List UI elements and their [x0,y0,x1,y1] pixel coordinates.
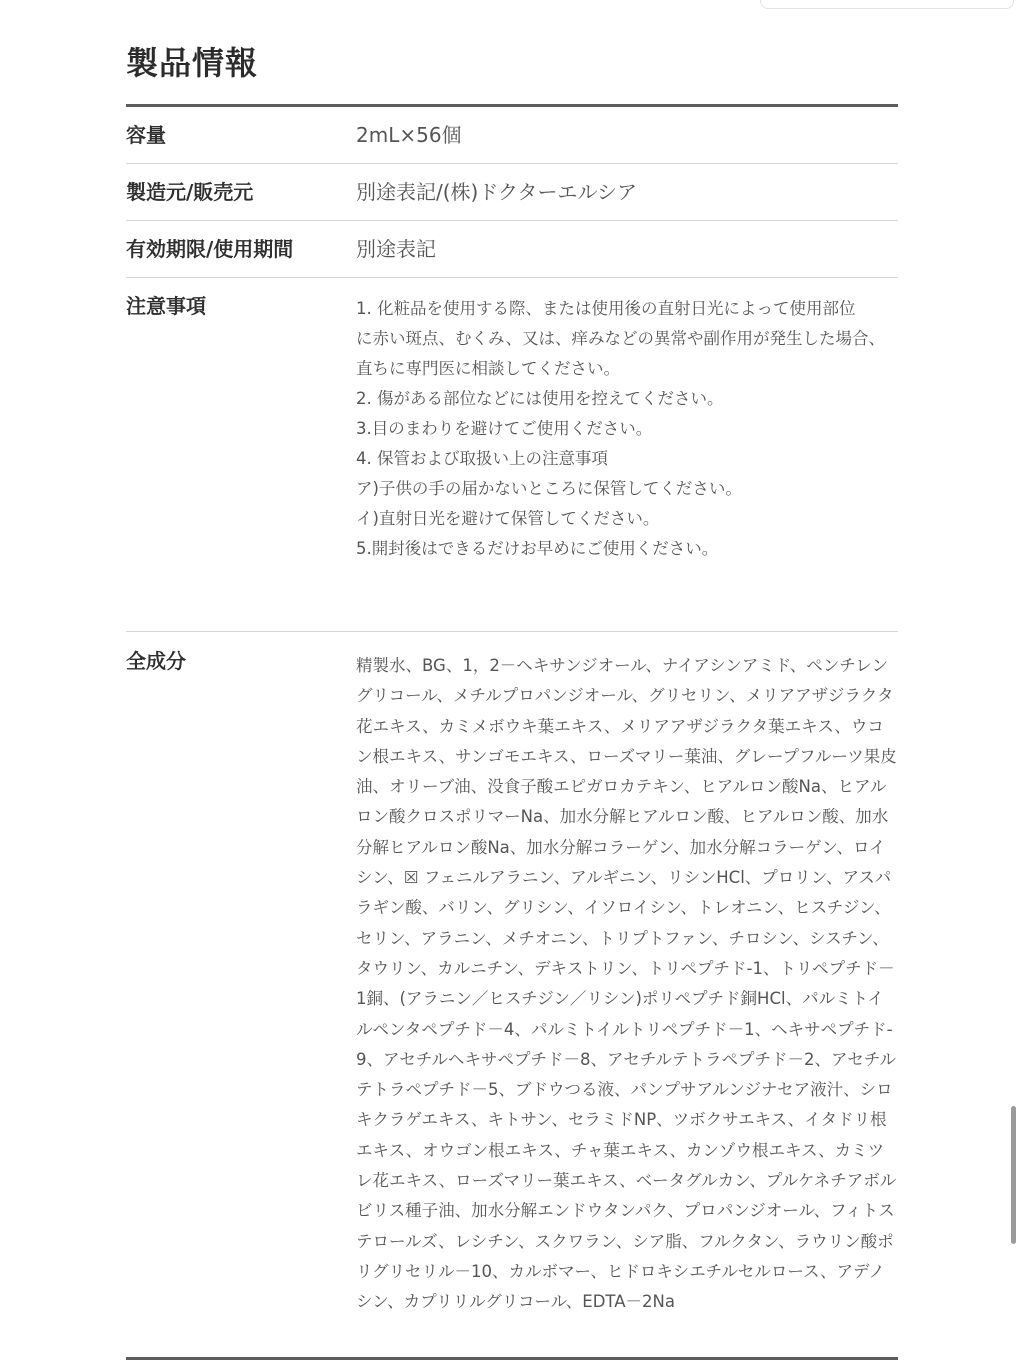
ingredients-text: 精製水、BG、1，2－ヘキサンジオール、ナイアシンアミド、ペンチレングリコール、メチルプロパンジオール、グリセリン、メリアアザジラクタ花エキス、カミメボウキ葉エキス、メリアアザジラクタ葉エキス、ウコン根エキス、サンゴモエキス、ローズマリー葉油、グレープフルーツ果皮油、オリーブ油、没食子酸エピガロカテキン、ヒアルロン酸Na、ヒアルロン酸クロスポリマーNa、加水分解ヒアルロン酸、ヒアルロン酸、加水分解ヒアルロン酸Na、加水分解コラーゲン、加水分解コラーゲン、ロイシン、☒ フェニルアラニン、アルギニン、リシンHCl、プロリン、アスパラギン酸、バリン、グリシン、イソロイシン、トレオニン、ヒスチジン、セリン、アラニン、メチオニン、トリプトファン、チロシン、シスチン、タウリン、カルニチン、デキストリン、トリペプチド-1、トリペプチド－1銅、(アラニン／ヒスチジン／リシン)ポリペプチド銅HCl、パルミトイルペンタペプチド－4、パルミトイルトリペプチド－1、ヘキサペプチド-9、アセチルヘキサペプチド－8、アセチルテトラペプチド－2、アセチルテトラペプチド－5、ブドウつる液、パンプサアルンジナセア液汁、シロキクラゲエキス、キトサン、セラミドNP、ツボクサエキス、イタドリ根エキス、オウゴン根エキス、チャ葉エキス、カンゾウ根エキス、カミツレ花エキス、ローズマリー葉エキス、ベータグルカン、プルケネチアボルビリス種子油、加水分解エンドウタンパク、プロパンジオール、フィトステロールズ、レシチン、スクワラン、シア脂、フルクタン、ラウリン酸ポリグリセリル－10、カルボマー、ヒドロキシエチルセルロース、アデノシン、カプリリルグリコール、EDTA－2Na [356,656,897,1312]
expiry-row [126,221,898,278]
notes-line: に赤い斑点、むくみ、又は、痒みなどの異常や副作用が発生した場合、 [356,329,885,348]
notes-line: ア)子供の手の届かないところに保管してください。 [356,479,742,498]
notes-line: 5.開封後はできるだけお早めにご使用ください。 [356,539,719,558]
ingredients-label: 全成分 [126,649,186,673]
capacity-value: 2mL×56個 [356,122,462,147]
notes-text [356,292,898,631]
notes-line: 直ちに専門医に相談してください。 [356,359,620,378]
capacity-label: 容量 [126,122,166,147]
maker-label: 製造元/販売元 [126,179,254,204]
maker-row [126,164,898,221]
notes-label: 注意事項 [126,294,206,318]
product-info-table [126,107,898,1355]
notes-line: 3.目のまわりを避けてご使用ください。 [356,419,653,438]
top-search-box-edge[interactable] [760,0,1014,9]
expiry-value: 別途表記 [356,236,436,261]
bottom-divider [126,1357,898,1360]
notes-line: 1. 化粧品を使用する際、または使用後の直射日光によって使用部位 [356,299,856,318]
capacity-row [126,107,898,164]
ingredients-row [126,632,898,1355]
page-title: 製品情報 [126,44,259,82]
notes-line: 4. 保管および取扱い上の注意事項 [356,449,608,468]
maker-value: 別途表記/(株)ドクターエルシア [356,179,638,204]
scrollbar-thumb[interactable] [1011,1106,1016,1244]
notes-row [126,278,898,632]
notes-line: 2. 傷がある部位などには使用を控えてください。 [356,389,724,408]
notes-line: イ)直射日光を避けて保管してください。 [356,509,660,528]
expiry-label: 有効期限/使用期間 [126,236,294,261]
